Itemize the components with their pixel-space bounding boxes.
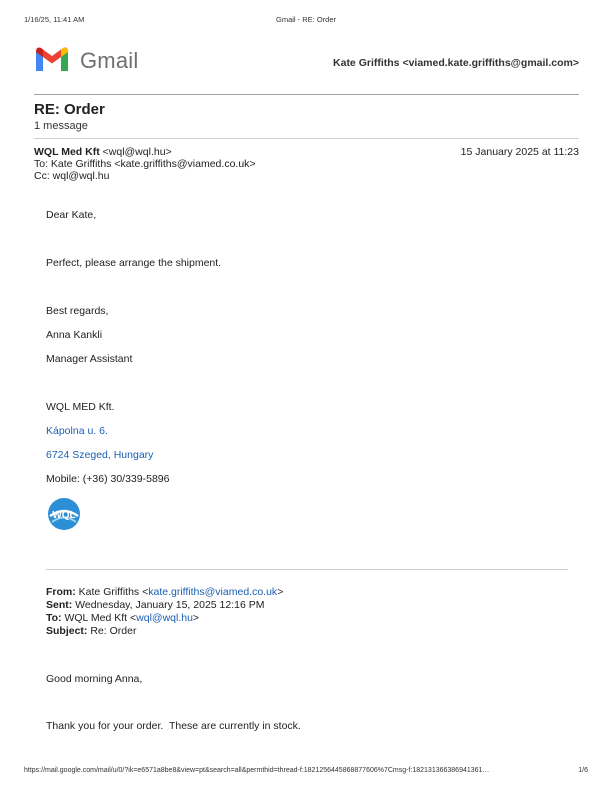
footer-url: https://mail.google.com/mail/u/0/?ik=e6571a8be8&view=pt&search=all&permthid=thread-f:1821256445868877606%7Cmsg-f:182131366386941361… <box>24 767 490 774</box>
quoted-body-text: Thank you for your order. These are currently in stock. <box>46 720 301 732</box>
quoted-sent-label: Sent: <box>46 599 73 611</box>
quoted-to-name: WQL Med Kft < <box>64 612 137 624</box>
quoted-from-label: From: <box>46 586 76 598</box>
sender-name: WQL Med Kft <box>34 146 100 158</box>
wql-logo-icon <box>46 496 82 532</box>
gmail-logo-icon <box>34 44 70 72</box>
signature-address-line2[interactable]: 6724 Szeged, Hungary <box>46 449 154 461</box>
quoted-sent-value: Wednesday, January 15, 2025 12:16 PM <box>75 599 265 611</box>
quote-divider <box>46 569 568 570</box>
message-to: To: Kate Griffiths <kate.griffiths@viamed.co.uk> <box>34 158 256 170</box>
signature-company: WQL MED Kft. <box>46 401 115 413</box>
print-timestamp: 1/16/25, 11:41 AM <box>24 15 85 24</box>
gmail-wordmark: Gmail <box>80 48 139 73</box>
signature-mobile: Mobile: (+36) 30/339-5896 <box>46 473 170 485</box>
thread-subject: RE: Order <box>34 101 105 118</box>
message-from <box>34 146 172 158</box>
print-page-title: Gmail - RE: Order <box>275 15 336 24</box>
quoted-to-end: > <box>192 612 200 624</box>
body-closing: Best regards, <box>46 305 109 317</box>
body-text: Perfect, please arrange the shipment. <box>46 257 222 269</box>
quoted-subject-value: Re: Order <box>90 625 137 637</box>
message-date: 15 January 2025 at 11:23 <box>460 146 579 158</box>
quoted-sent <box>46 599 265 611</box>
quoted-from <box>46 586 283 598</box>
signature-address-line1[interactable]: Kápolna u. 6. <box>46 425 108 437</box>
body-greeting: Dear Kate, <box>46 209 97 221</box>
quoted-to-email-link[interactable]: wql@wql.hu <box>136 612 193 624</box>
sender-email: <wql@wql.hu> <box>102 146 172 158</box>
footer-page-number: 1/6 <box>578 767 588 774</box>
message-divider <box>34 138 579 139</box>
quoted-from-email-link[interactable]: kate.griffiths@viamed.co.uk <box>148 586 278 598</box>
quoted-to-label: To: <box>46 612 62 624</box>
quoted-to <box>46 612 199 624</box>
quoted-subject-label: Subject: <box>46 625 88 637</box>
account-email: Kate Griffiths <viamed.kate.griffiths@gmail.com> <box>333 57 579 69</box>
signature-name: Anna Kankli <box>46 329 103 341</box>
quoted-from-name: Kate Griffiths < <box>78 586 149 598</box>
quoted-subject <box>46 625 136 637</box>
wql-logo-text: WQL <box>52 510 76 521</box>
message-count: 1 message <box>34 120 88 132</box>
quoted-from-end: > <box>277 586 284 598</box>
quoted-greeting: Good morning Anna, <box>46 673 143 685</box>
signature-title: Manager Assistant <box>46 353 133 365</box>
brand-header <box>34 44 579 80</box>
header-divider <box>34 94 579 95</box>
message-cc: Cc: wql@wql.hu <box>34 170 110 182</box>
